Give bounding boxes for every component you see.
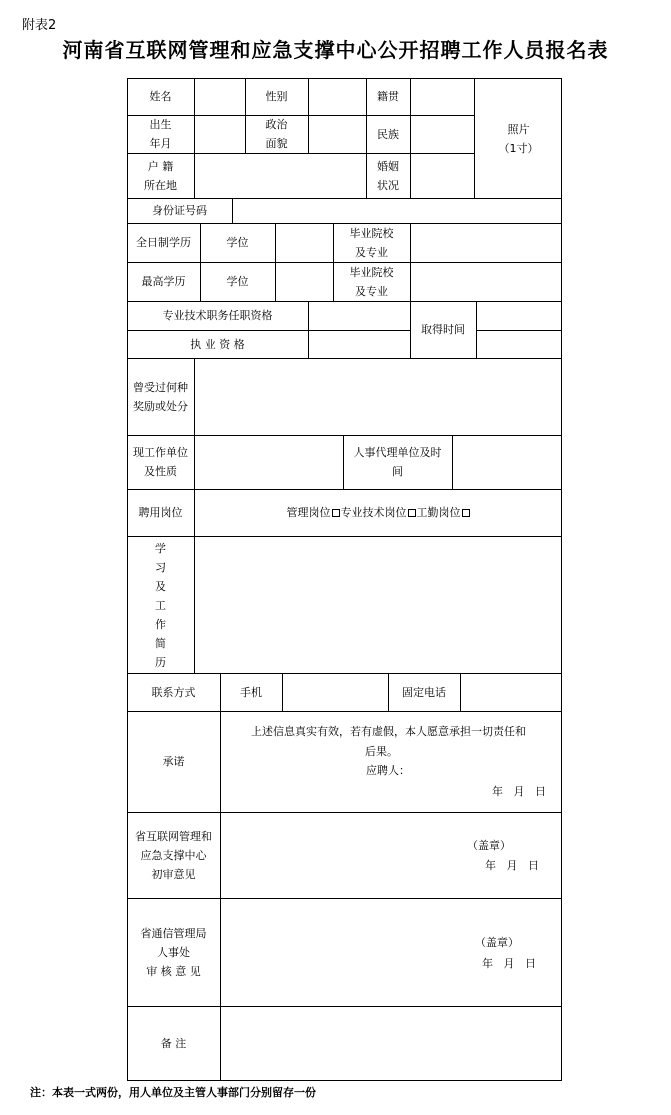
degree-label-2: 学位	[226, 275, 249, 288]
contact-label: 联系方式	[151, 685, 196, 699]
promise-date[interactable]: 年 月 日	[492, 785, 546, 798]
position-option-technical[interactable]: 专业技术岗位	[341, 503, 417, 522]
checkbox-icon[interactable]	[332, 509, 340, 517]
gender-label: 性别	[265, 90, 288, 103]
gender-field[interactable]	[309, 78, 366, 115]
applicant-signature[interactable]: 应聘人：	[366, 764, 410, 777]
review2-label: 省通信管理局 人事处 审 核 意 见	[140, 926, 207, 978]
degree-field-1[interactable]	[276, 223, 333, 262]
marriage-label: 婚姻 状况	[377, 159, 399, 192]
position-label: 聘用岗位	[138, 506, 183, 519]
ethnicity-label: 民族	[377, 127, 399, 141]
degree-label-1: 学位	[226, 236, 249, 249]
photo-label: 照片	[507, 122, 530, 136]
promise-text-1: 上述信息真实有效，若有虚假，本人愿意承担一切责任和	[251, 725, 526, 738]
highest-edu-label: 最高学历	[141, 275, 186, 288]
checkbox-icon[interactable]	[462, 509, 470, 517]
hukou-field[interactable]	[195, 153, 366, 198]
id-number-label: 身份证号码	[152, 204, 207, 217]
hukou-label: 户 籍 所在地	[144, 159, 177, 192]
landline-label: 固定电话	[402, 685, 446, 699]
work-unit-label: 现工作单位 及性质	[133, 446, 188, 478]
obtain-time-field-1[interactable]	[477, 301, 562, 330]
review1-seal: （盖章）	[467, 839, 511, 852]
review2-field[interactable]	[221, 899, 562, 1006]
school-field-2[interactable]	[411, 262, 562, 301]
birth-label: 出生 年月	[149, 118, 172, 150]
position-option-service[interactable]: 工勤岗位	[417, 503, 471, 522]
work-unit-field[interactable]	[195, 435, 343, 489]
obtain-time-label: 取得时间	[421, 323, 465, 336]
practice-qual-label: 执 业 资 格	[190, 337, 245, 351]
page-title: 河南省互联网管理和应急支撑中心公开招聘工作人员报名表	[62, 38, 609, 62]
hr-agent-label: 人事代理单位及时 间	[353, 446, 442, 478]
political-label: 政治 面貌	[265, 118, 288, 150]
review1-date[interactable]: 年 月 日	[485, 859, 539, 872]
remark-field[interactable]	[221, 1007, 562, 1081]
tech-qual-label: 专业技术职务任职资格	[162, 309, 273, 322]
degree-field-2[interactable]	[276, 262, 333, 301]
photo-box[interactable]	[475, 78, 562, 199]
name-field[interactable]	[195, 78, 245, 115]
resume-field[interactable]	[195, 536, 562, 673]
mobile-label: 手机	[240, 685, 262, 699]
landline-field[interactable]	[461, 673, 562, 711]
review2-date[interactable]: 年 月 日	[482, 957, 536, 970]
promise-label: 承诺	[162, 755, 185, 768]
remark-label: 备 注	[160, 1037, 187, 1050]
review1-label: 省互联网管理和 应急支撑中心 初审意见	[135, 829, 212, 881]
school-field-1[interactable]	[411, 223, 562, 262]
school-label-1: 毕业院校 及专业	[349, 226, 394, 259]
hr-agent-field[interactable]	[453, 435, 562, 489]
position-option-management[interactable]: 管理岗位	[287, 503, 341, 522]
marriage-field[interactable]	[411, 153, 474, 198]
footer-note: 注：本表一式两份，用人单位及主管人事部门分别留存一份	[30, 1086, 316, 1099]
checkbox-icon[interactable]	[408, 509, 416, 517]
position-options	[195, 489, 562, 536]
review2-seal: （盖章）	[475, 936, 519, 949]
photo-size: （1寸）	[498, 141, 539, 155]
birth-field[interactable]	[195, 115, 245, 153]
obtain-time-field-2[interactable]	[477, 330, 562, 358]
review1-field[interactable]	[221, 813, 562, 898]
resume-label: 学 习 及 工 作 简 历	[155, 542, 166, 669]
ethnicity-field[interactable]	[411, 115, 474, 153]
practice-qual-field[interactable]	[309, 330, 410, 358]
political-field[interactable]	[309, 115, 366, 153]
fulltime-edu-label: 全日制学历	[136, 236, 191, 249]
award-label: 曾受过何种 奖励或处分	[133, 380, 188, 413]
promise-text-2: 后果。	[365, 745, 398, 758]
award-field[interactable]	[195, 358, 562, 435]
native-place-label: 籍贯	[377, 90, 399, 103]
name-label: 姓名	[149, 90, 172, 103]
id-number-field[interactable]	[233, 198, 562, 223]
school-label-2: 毕业院校 及专业	[349, 265, 394, 298]
mobile-field[interactable]	[283, 673, 388, 711]
attachment-label: 附表2	[22, 18, 57, 33]
native-place-field[interactable]	[411, 78, 474, 115]
tech-qual-field[interactable]	[309, 301, 410, 330]
